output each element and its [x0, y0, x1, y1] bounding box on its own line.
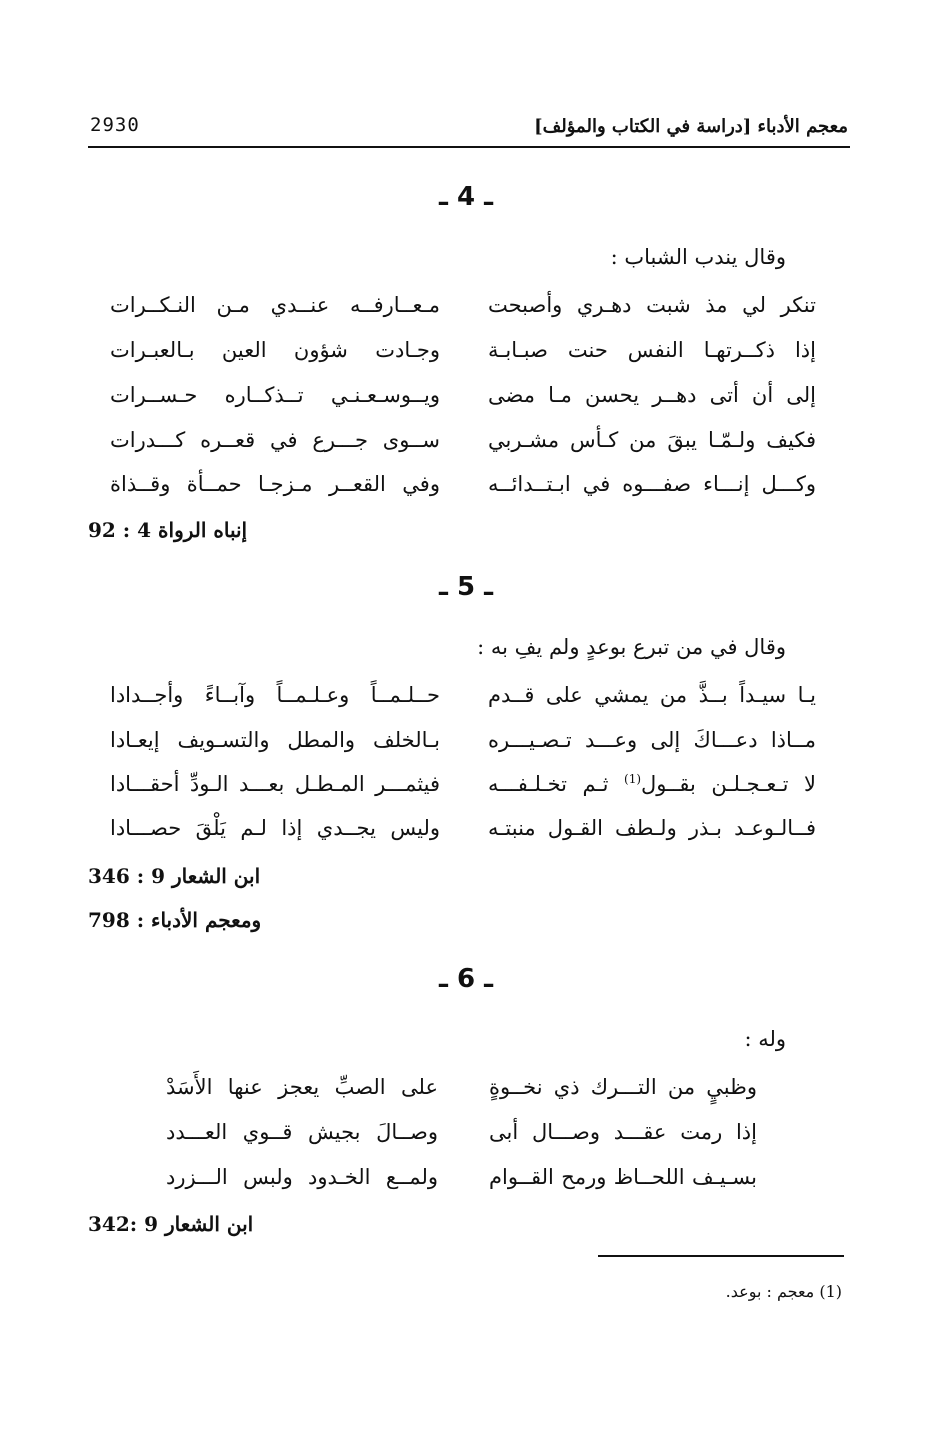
- verse-first-hemistich: مــاذا دعـــاكَ إلى وعـــد تـصـيـــره: [488, 728, 816, 752]
- header-divider: [88, 146, 850, 148]
- verse-first-hemistich: فكيف ولـمّـا يبقَ من كـأس مشـربي: [488, 428, 816, 452]
- verse-second-hemistich: وليس يجــدي إذا لـم يَلْقَ حصـــادا: [110, 816, 440, 840]
- verse-first-hemistich: إذا ذكــرتهـا النفس حنت صبـابـة: [488, 338, 816, 362]
- verse-second-hemistich: فيثمـــر المـطـل بعـــد الـودِّ أحقـــادا: [110, 772, 440, 796]
- section-number: ـ 5 ـ: [439, 572, 493, 602]
- verse-text: لا تـعـجـلـن بقــول: [641, 772, 816, 796]
- verse-first-hemistich: إذا رمت عقـــد وصـــال أبى: [489, 1120, 757, 1144]
- footnote-reference: (1): [624, 772, 642, 786]
- verse-first-hemistich: تنكر لي مذ شبت دهـري وأصبحت: [488, 293, 816, 317]
- running-header-title: معجم الأدباء [دراسة في الكتاب والمؤلف]: [534, 116, 848, 137]
- section-intro: وقال يندب الشباب :: [610, 245, 786, 269]
- source-citation: ابن الشعار 9 : 346: [88, 864, 261, 888]
- verse-second-hemistich: وصــالَ بجيش قــوي العـــدد: [166, 1120, 438, 1144]
- verse-first-hemistich: وظبيٍ من التـــرك ذي نخــوةٍ: [489, 1075, 757, 1099]
- verse-first-hemistich: إلى أن أتى دهــر يحسن مـا مضى: [488, 383, 816, 407]
- verse-first-hemistich: فــالـوعـد بـذر ولـطف القـول منبتـه: [488, 816, 816, 840]
- source-citation: إنباه الرواة 4 : 92: [88, 518, 248, 542]
- section-number: ـ 6 ـ: [439, 964, 493, 994]
- verse-text: ثـم تخـلـفـــه: [488, 772, 624, 796]
- section-number: ـ 4 ـ: [439, 182, 493, 212]
- verse-second-hemistich: حــلـمــاً وعـلـمــاً وآبــاءً وأجــدادا: [110, 683, 440, 707]
- verse-second-hemistich: وفي القعــر مـزجـا حمــأة وقــذاة: [110, 472, 440, 496]
- verse-second-hemistich: بـالخلف والمطل والتسـويف إيعـادا: [110, 728, 440, 752]
- verse-first-hemistich: [488, 772, 816, 796]
- page-number: 2930: [90, 114, 140, 136]
- verse-second-hemistich: ويــوسـعـنـي تــذكــاره حـســرات: [110, 383, 440, 407]
- verse-first-hemistich: وكـــل إنـــاء صفـــوه في ابـتــدائــه: [488, 472, 816, 496]
- verse-second-hemistich: ولمــع الخـدود ولبس الـــزرد: [166, 1165, 438, 1189]
- verse-second-hemistich: وجـادت شؤون العين بـالعبـرات: [110, 338, 440, 362]
- section-intro: وله :: [744, 1027, 786, 1051]
- footnote: (1) معجم : بوعد.: [725, 1282, 842, 1301]
- verse-second-hemistich: على الصبِّ يعجز عنها الأَسَدْ: [166, 1075, 438, 1099]
- section-intro: وقال في من تبرع بوعدٍ ولم يفِ به :: [477, 635, 786, 659]
- source-citation: ومعجم الأدباء : 798: [88, 908, 262, 932]
- verse-second-hemistich: ســوى جـــرع في قعــره كـــدرات: [110, 428, 440, 452]
- footnote-divider: [598, 1255, 844, 1257]
- source-citation: ابن الشعار 9 :342: [88, 1212, 254, 1236]
- verse-first-hemistich: بسـيـف اللحــاظ ورمح القــوام: [489, 1165, 757, 1189]
- verse-first-hemistich: يـا سيـداً بــذَّ من يمشي على قــدم: [488, 683, 816, 707]
- verse-second-hemistich: مـعــارفــه عنــدي مـن النـكــرات: [110, 293, 440, 317]
